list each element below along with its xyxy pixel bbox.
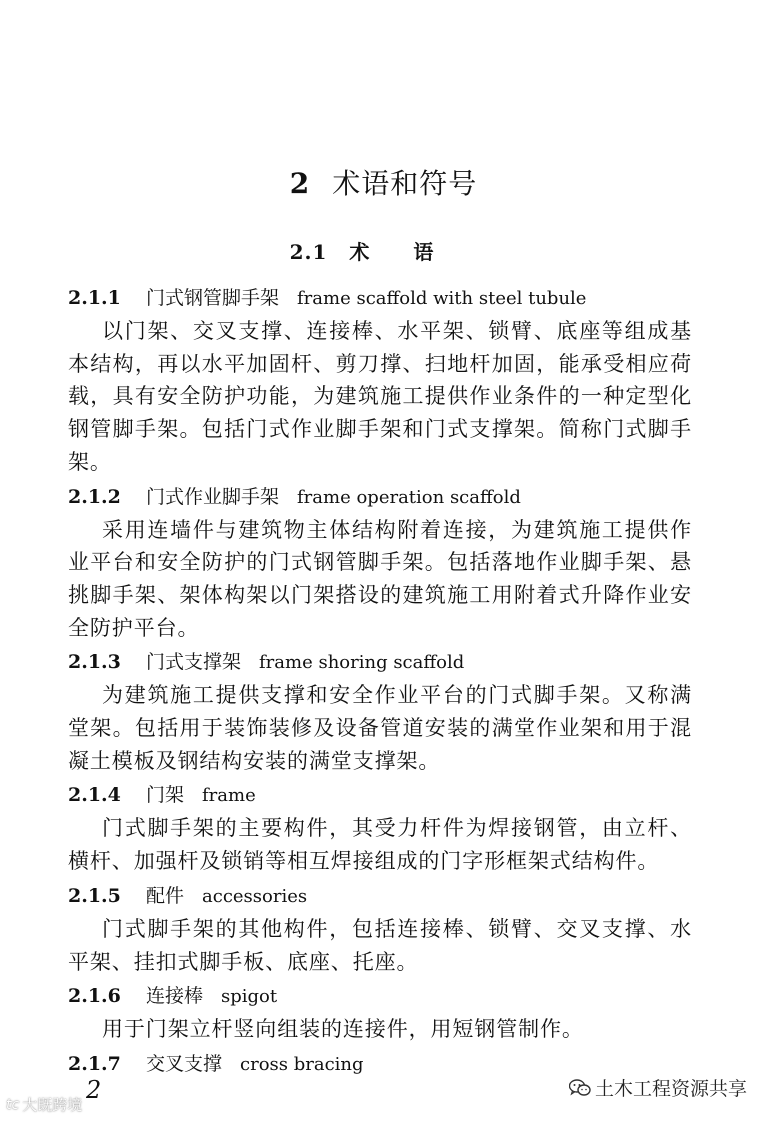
term-heading <box>68 282 692 314</box>
term-number: 2.1.1 <box>68 287 121 309</box>
term-definition: 为建筑施工提供支撑和安全作业平台的门式脚手架。又称满堂架。包括用于装饰装修及设备管道安装的满堂作业架和用于混凝土模板及钢结构安装的满堂支撑架。 <box>68 683 692 773</box>
section-number: 2.1 <box>289 240 328 264</box>
term-chinese: 门式作业脚手架 <box>146 485 280 508</box>
term-number: 2.1.5 <box>68 884 121 907</box>
watermark-left-text: 大既跨境 <box>22 1096 83 1114</box>
term-english: frame <box>202 785 256 807</box>
term-number: 2.1.4 <box>68 784 121 807</box>
term-number: 2.1.2 <box>68 485 121 508</box>
term-english: accessories <box>202 885 308 907</box>
term-english: spigot <box>221 986 278 1008</box>
term-definition: 采用连墙件与建筑物主体结构附着连接，为建筑施工提供作业平台和安全防护的门式钢管脚手架。包括落地作业脚手架、悬挑脚手架、架体构架以门架搭设的建筑施工用附着式升降作业安全防护平台。 <box>68 517 692 640</box>
term-english: frame scaffold with steel tubule <box>297 288 587 309</box>
section-title <box>0 236 767 265</box>
term-chinese: 配件 <box>146 884 185 907</box>
term-english: cross bracing <box>240 1053 364 1075</box>
page-number: 2 <box>86 1076 102 1104</box>
term-heading <box>68 481 692 513</box>
watermark-right-text: 土木工程资源共享 <box>594 1078 747 1100</box>
source-watermark <box>6 1094 82 1115</box>
term-chinese: 连接棒 <box>146 985 204 1008</box>
term-definition: 门式脚手架的主要构件，其受力杆件为焊接钢管，由立杆、横杆、加强杆及锁销等相互焊接组成的门字形框架式结构件。 <box>68 816 692 874</box>
chapter-title <box>0 162 767 202</box>
term-heading <box>68 646 692 678</box>
terms-list <box>68 282 692 1080</box>
wechat-watermark <box>569 1074 747 1101</box>
chapter-name: 术语和符号 <box>332 167 478 200</box>
term-chinese: 交叉支撑 <box>146 1052 223 1075</box>
chapter-number: 2 <box>289 167 311 200</box>
term-chinese: 门式支撑架 <box>146 651 242 674</box>
term-chinese: 门式钢管脚手架 <box>146 287 280 309</box>
term-english: frame operation scaffold <box>297 486 521 508</box>
watermark-logo: tc <box>6 1096 20 1113</box>
term-number: 2.1.7 <box>68 1052 121 1075</box>
wechat-icon <box>569 1079 591 1097</box>
term-heading <box>68 880 692 912</box>
term-heading <box>68 980 692 1012</box>
term-number: 2.1.6 <box>68 985 121 1008</box>
term-definition: 以门架、交叉支撑、连接棒、水平架、锁臂、底座等组成基本结构，再以水平加固杆、剪刀撑、扫地杆加固，能承受相应荷载，具有安全防护功能，为建筑施工提供作业条件的一种定型化钢管脚手架。包括门式作业脚手架和门式支撑架。简称门式脚手架。 <box>68 319 692 474</box>
term-chinese: 门架 <box>146 784 185 807</box>
section-name: 术语 <box>349 240 478 264</box>
term-definition: 用于门架立杆竖向组装的连接件，用短钢管制作。 <box>102 1017 584 1042</box>
term-english: frame shoring scaffold <box>259 652 465 674</box>
term-heading <box>68 779 692 811</box>
term-definition: 门式脚手架的其他构件，包括连接棒、锁臂、交叉支撑、水平架、挂扣式脚手板、底座、托座。 <box>68 916 692 974</box>
term-number: 2.1.3 <box>68 651 121 674</box>
